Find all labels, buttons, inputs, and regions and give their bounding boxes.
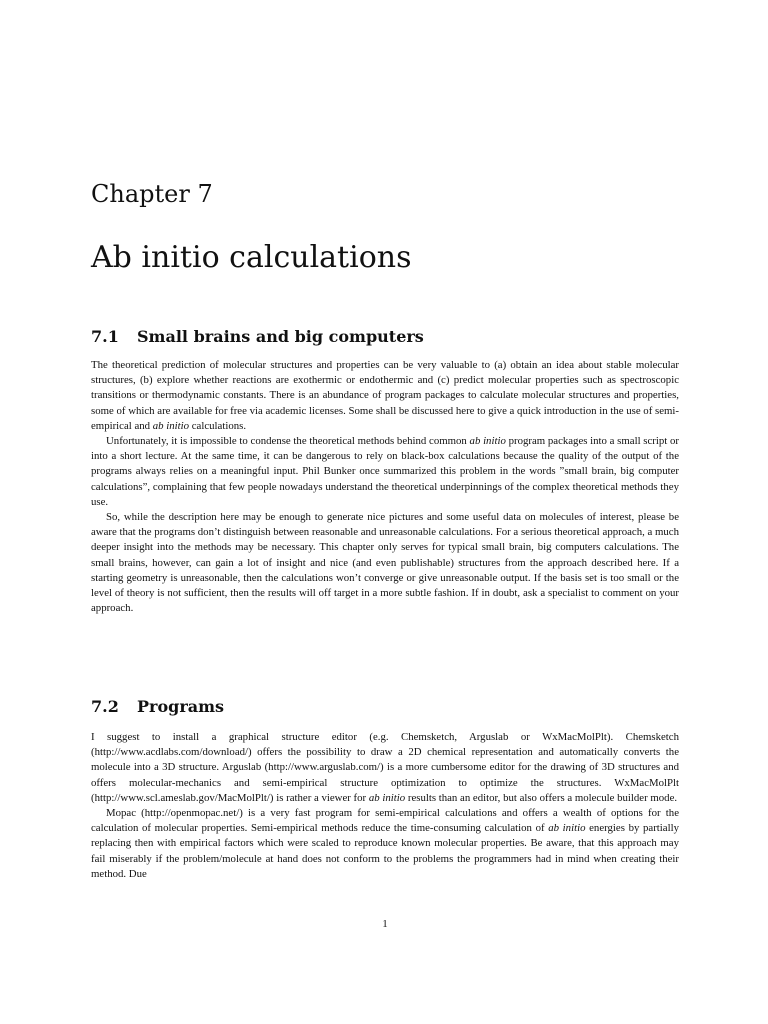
paragraph: Unfortunately, it is impossible to condense the theoretical methods behind common ab initio program packages into a small script or into a short lecture. At the same time, it can be dangerous to rely on black-box calculations because the quality of the output of the programs always relies on a meaningful input. Phil Bunker once summarized this problem in the words ”small brain, big computer calculations”, complaining that few people nowadays understand the theoretical underpinnings of the complex theoretical methods they use.: [91, 435, 679, 508]
paragraph: I suggest to install a graphical structure editor (e.g. Chemsketch, Arguslab or WxMacMolPlt). Chemsketch (http://www.acdlabs.com/download/) offers the possibility to draw a 2D chemical representation and automatically converts the molecule into a 3D structure. Arguslab (http://www.arguslab.com/) is a more cumbersome editor for the drawing of 3D structures and offers molecular-mechanics and semi-empirical structure optimization to optimize the structures. WxMacMolPlt (http://www.scl.ameslab.gov/MacMolPlt/) is rather a viewer for ab initio results than an editor, but also offers a molecule builder mode.: [91, 731, 679, 804]
paragraph: The theoretical prediction of molecular structures and properties can be very valuable to (a) obtain an idea about stable molecular structures, (b) explore whether reactions are exothermic or endothermic and (c) predict molecular properties such as spectroscopic transitions or thermodynamic constants. There is an abundance of program packages to calculate molecular structures and properties, some of which are available for free via academic licenses. Some shall be discussed here to give a quick introduction in the use of semi-empirical and ab initio calculations.: [91, 359, 679, 432]
section-number: 7.2: [91, 697, 119, 716]
section-number: 7.1: [91, 327, 119, 346]
section-title: Small brains and big computers: [137, 327, 424, 346]
chapter-label: Chapter 7: [91, 180, 213, 208]
section-title: Programs: [137, 697, 225, 716]
page-number: 1: [382, 918, 388, 930]
document-page: [91, 0, 679, 1024]
chapter-title: Ab initio calculations: [91, 240, 412, 275]
section-body-7-2: [91, 730, 679, 882]
section-heading-7-1: [91, 327, 424, 347]
section-heading-7-2: [91, 697, 224, 717]
paragraph: Mopac (http://openmopac.net/) is a very fast program for semi-empirical calculations and offers a wealth of options for the calculation of molecular properties. Semi-empirical methods reduce the time-consuming calculation of ab initio energies by partially replacing then with empirical factors which were scaled to reproduce known molecular properties. Be aware, that this approach may fail miserably if the problem/molecule at hand does not conform to the problems the programmers had in mind when creating their method. Due: [91, 807, 679, 880]
section-body-7-1: [91, 358, 679, 616]
paragraph: So, while the description here may be enough to generate nice pictures and some useful data on molecules of interest, please be aware that the programs don’t distinguish between reasonable and unreasonable calculations. For a serious theoretical approach, a much deeper insight into the methods may be necessary. This chapter only serves for typical small brain, big computers calculations. The small brains, however, can gain a lot of insight and nice (and even publishable) structures from the approach described here. If a starting geometry is unreasonable, then the calculations won’t converge or give unreasonable output. If the basis set is too small or the level of theory is not sufficient, then the results will off target in a more subtle fashion. If in doubt, ask a specialist to comment on your approach.: [91, 511, 679, 615]
